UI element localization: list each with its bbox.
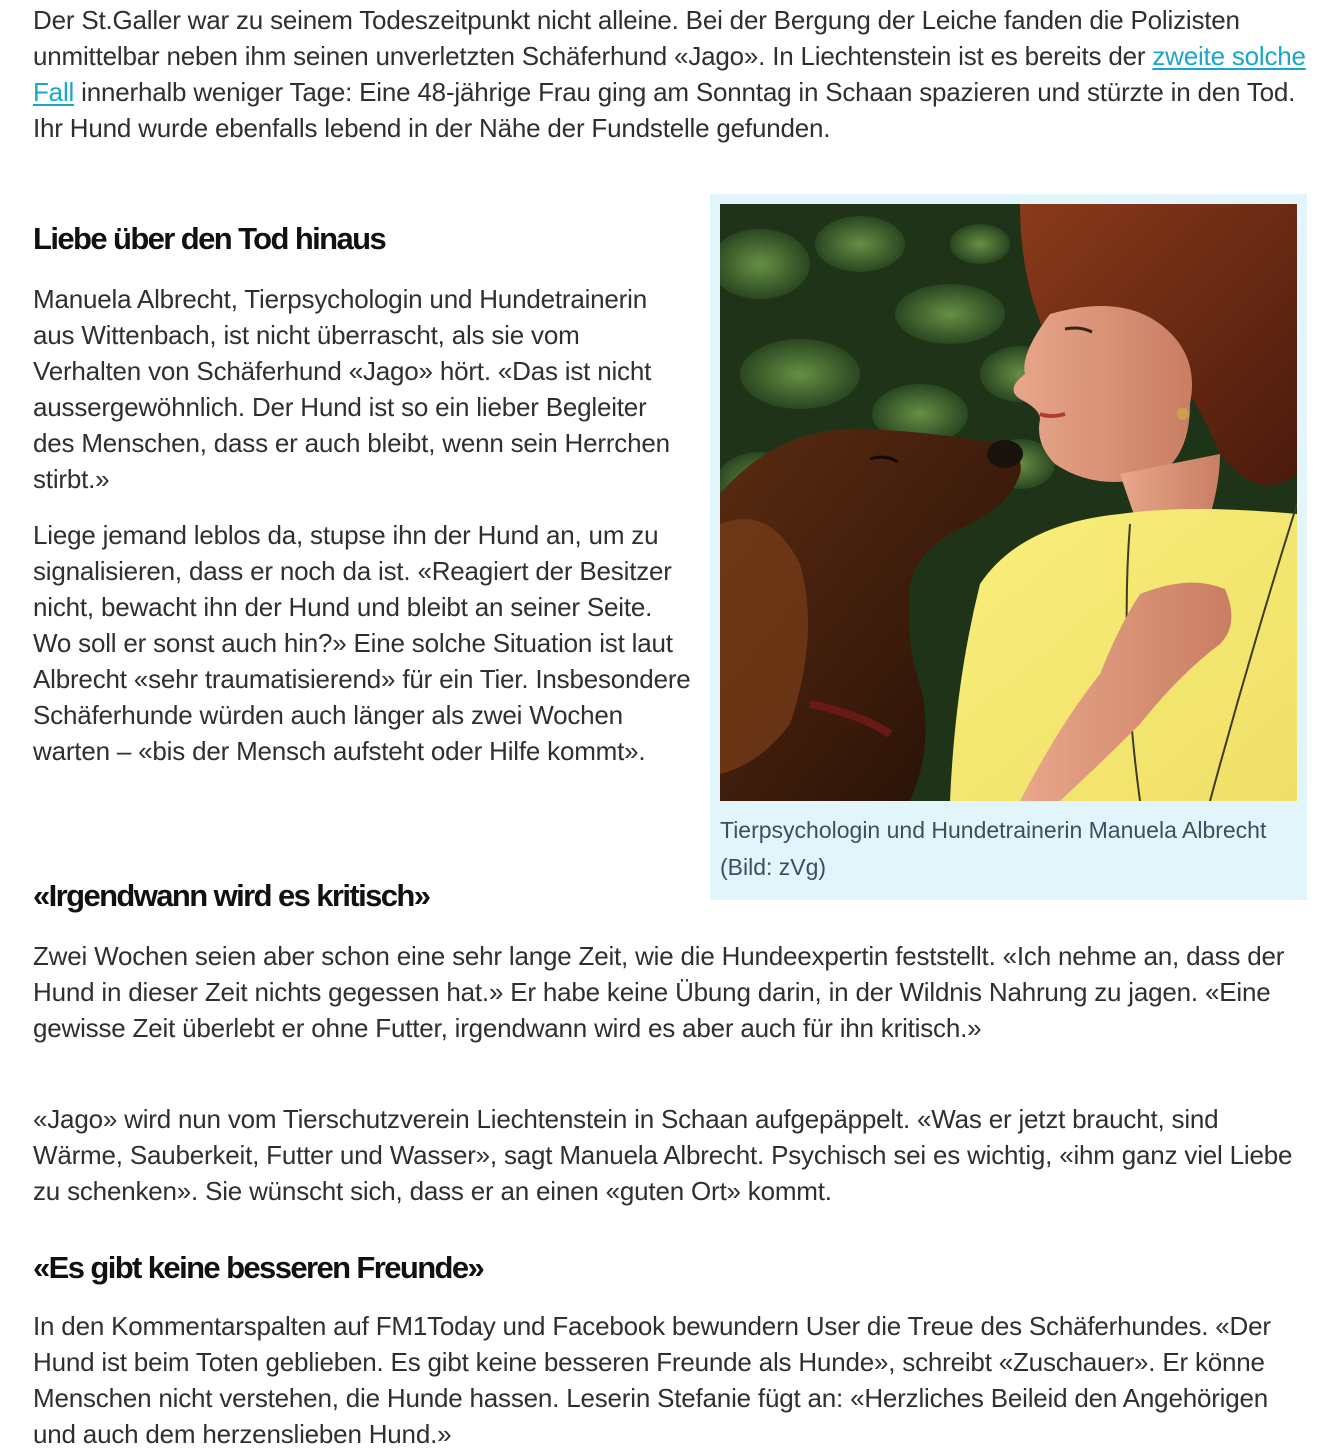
paragraph-intro-text-2: innerhalb weniger Tage: Eine 48-jährige Frau ging am Sonntag in Schaan spazieren und stürzte in den Tod. Ihr Hund wurde ebenfalls lebend in der Nähe der Fundstelle gefunden. xyxy=(33,77,1296,143)
heading-keine-besseren-freunde: «Es gibt keine besseren Freunde» xyxy=(33,1250,484,1285)
figure-caption: Tierpsychologin und Hundetrainerin Manuela Albrecht (Bild: zVg) xyxy=(720,817,1267,880)
paragraph-intro-text-1: Der St.Galler war zu seinem Todeszeitpunkt nicht alleine. Bei der Bergung der Leiche fanden die Polizisten unmittelbar neben ihm seinen unverletzten Schäferhund «Jago». In Liechtenstein ist es bereits der xyxy=(33,5,1240,71)
heading-irgendwann-kritisch: «Irgendwann wird es kritisch» xyxy=(33,878,430,913)
paragraph-zwei-wochen: Zwei Wochen seien aber schon eine sehr lange Zeit, wie die Hundeexpertin feststellt. «Ich nehme an, dass der Hund in dieser Zeit nichts gegessen hat.» Er habe keine Übung darin, in der Wildnis Nahrung zu jagen. «Eine gewisse Zeit überlebt er ohne Futter, irgendwann wird es aber auch für ihn kritisch.» xyxy=(33,941,1285,1043)
figure-box xyxy=(710,194,1307,900)
photo-illustration xyxy=(720,204,1297,801)
paragraph-jago-tierschutz: «Jago» wird nun vom Tierschutzverein Liechtenstein in Schaan aufgepäppelt. «Was er jetzt braucht, sind Wärme, Sauberkeit, Futter und Wasser», sagt Manuela Albrecht. Psychisch sei es wichtig, «ihm ganz viel Liebe zu schenken». Sie wünscht sich, dass er an einen «guten Ort» kommt. xyxy=(33,1104,1293,1206)
paragraph-liege-jemand: Liege jemand leblos da, stupse ihn der Hund an, um zu signalisieren, dass er noch da ist. «Reagiert der Besitzer nicht, bewacht ihn der Hund und bleibt an seiner Seite. Wo soll er sonst auch hin?» Eine solche Situation ist laut Albrecht «sehr traumatisierend» für ein Tier. Insbesondere Schäferhunde würden auch länger als zwei Wochen warten – «bis der Mensch aufsteht oder Hilfe kommt». xyxy=(33,520,691,766)
paragraph-albrecht-intro: Manuela Albrecht, Tierpsychologin und Hundetrainerin aus Wittenbach, ist nicht überrascht, als sie vom Verhalten von Schäferhund «Jago» hört. «Das ist nicht aussergewöhnlich. Der Hund ist so ein lieber Begleiter des Menschen, dass er auch bleibt, wenn sein Herrchen stirbt.» xyxy=(33,284,670,494)
link-zweite-solche-fall[interactable]: zweite solche Fall xyxy=(33,41,1306,107)
heading-liebe-ueber-den-tod: Liebe über den Tod hinaus xyxy=(33,221,386,256)
paragraph-kommentare: In den Kommentarspalten auf FM1Today und Facebook bewundern User die Treue des Schäferhundes. «Der Hund ist beim Toten geblieben. Es gibt keine besseren Freunde als Hunde», schreibt «Zuschauer». Er könne Menschen nicht verstehen, die Hunde hassen. Leserin Stefanie fügt an: «Herzliches Beileid den Angehörigen und auch dem herzenslieben Hund.» xyxy=(33,1311,1271,1449)
paragraph-intro xyxy=(33,2,1308,146)
photo-woman-with-dog[interactable] xyxy=(720,204,1297,801)
